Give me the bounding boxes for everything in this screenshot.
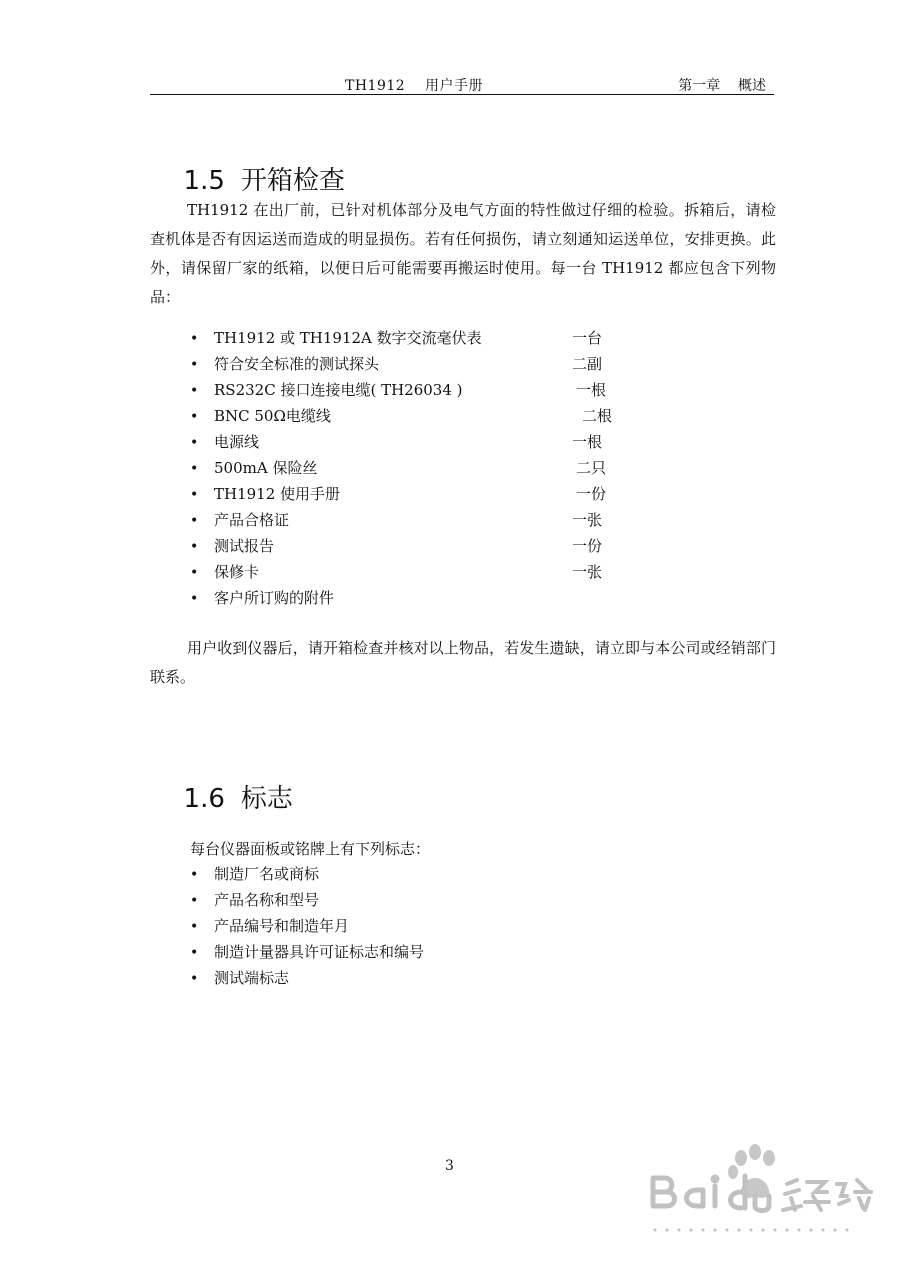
item-name: 产品名称和型号 bbox=[214, 891, 320, 909]
item-name: 500mA 保险丝 bbox=[214, 459, 318, 477]
section-title: 开箱检查 bbox=[240, 166, 345, 196]
bullet: • bbox=[190, 565, 199, 581]
section-title: 标志 bbox=[240, 784, 293, 814]
section-heading-1-5 bbox=[167, 130, 345, 197]
header-chapter: 第一章 概述 bbox=[678, 78, 766, 94]
baidu-jingyan-watermark bbox=[645, 1140, 875, 1240]
item-name: 测试端标志 bbox=[214, 969, 290, 987]
item-quantity: 二只 bbox=[576, 459, 607, 477]
item-quantity: 一张 bbox=[572, 511, 603, 529]
bullet: • bbox=[190, 435, 199, 451]
item-quantity: 一份 bbox=[576, 485, 607, 503]
markings-list bbox=[190, 861, 424, 991]
bullet: • bbox=[190, 539, 199, 555]
list-item bbox=[190, 351, 603, 377]
item-name: 制造计量器具许可证标志和编号 bbox=[214, 943, 425, 961]
item-quantity: 一份 bbox=[572, 537, 603, 555]
bullet: • bbox=[190, 357, 199, 373]
item-name: TH1912 使用手册 bbox=[214, 485, 341, 503]
paw-icon bbox=[728, 1144, 775, 1198]
bullet: • bbox=[190, 383, 199, 399]
package-contents-list bbox=[190, 325, 613, 611]
markings-intro: 每台仪器面板或铭牌上有下列标志： bbox=[190, 840, 431, 858]
item-quantity: 一根 bbox=[576, 381, 607, 399]
list-item bbox=[190, 559, 603, 585]
item-name: TH1912 或 TH1912A 数字交流毫伏表 bbox=[214, 329, 482, 347]
bullet: • bbox=[190, 331, 199, 347]
section-number: 1.5 bbox=[183, 166, 225, 196]
item-name: BNC 50Ω电缆线 bbox=[214, 407, 331, 425]
list-item bbox=[190, 377, 607, 403]
bullet: • bbox=[190, 945, 199, 961]
list-item bbox=[190, 429, 603, 455]
item-name: 客户所订购的附件 bbox=[214, 589, 335, 607]
item-name: RS232C 接口连接电缆( TH26034 ) bbox=[214, 381, 463, 399]
unpacking-closing-paragraph: 用户收到仪器后，请开箱检查并核对以上物品，若发生遗缺，请立即与本公司或经销部门联系。 bbox=[150, 639, 776, 686]
list-item bbox=[190, 403, 613, 429]
item-name: 产品合格证 bbox=[214, 511, 290, 529]
bullet: • bbox=[190, 971, 199, 987]
item-quantity: 二副 bbox=[572, 355, 603, 373]
bullet: • bbox=[190, 919, 199, 935]
item-name: 制造厂名或商标 bbox=[214, 865, 320, 883]
list-item bbox=[190, 481, 607, 507]
list-item bbox=[190, 325, 603, 351]
item-quantity: 一张 bbox=[572, 563, 603, 581]
header-doc-title: TH1912 用户手册 bbox=[345, 78, 483, 94]
bullet: • bbox=[190, 487, 199, 503]
list-item bbox=[190, 887, 424, 913]
bullet: • bbox=[190, 409, 199, 425]
item-quantity: 一台 bbox=[572, 329, 603, 347]
list-item bbox=[190, 507, 603, 533]
bullet: • bbox=[190, 461, 199, 477]
header-divider bbox=[150, 94, 774, 95]
list-item bbox=[190, 939, 424, 965]
list-item bbox=[190, 861, 424, 887]
unpacking-intro-paragraph: TH1912 在出厂前，已针对机体部分及电气方面的特性做过仔细的检验。拆箱后，请检查机体是否有因运送而造成的明显损伤。若有任何损伤，请立刻通知运送单位，安排更换。此外，请保留厂家的纸箱，以便日后可能需要再搬运时使用。每一台 TH1912 都应包含下列物品： bbox=[150, 201, 776, 306]
item-name: 电源线 bbox=[214, 433, 260, 451]
list-item bbox=[190, 533, 603, 559]
item-name: 测试报告 bbox=[214, 537, 275, 555]
bullet: • bbox=[190, 591, 199, 607]
item-name: 保修卡 bbox=[214, 563, 260, 581]
list-item bbox=[190, 965, 424, 991]
bullet: • bbox=[190, 893, 199, 909]
item-name: 产品编号和制造年月 bbox=[214, 917, 350, 935]
list-item bbox=[190, 455, 607, 481]
bullet: • bbox=[190, 513, 199, 529]
page-number: 3 bbox=[445, 1158, 454, 1174]
item-name: 符合安全标准的测试探头 bbox=[214, 355, 380, 373]
section-heading-1-6 bbox=[167, 748, 293, 815]
section-number: 1.6 bbox=[183, 784, 225, 814]
item-quantity: 二根 bbox=[582, 407, 613, 425]
list-item bbox=[190, 913, 424, 939]
bullet: • bbox=[190, 867, 199, 883]
item-quantity: 一根 bbox=[572, 433, 603, 451]
list-item bbox=[190, 585, 482, 611]
